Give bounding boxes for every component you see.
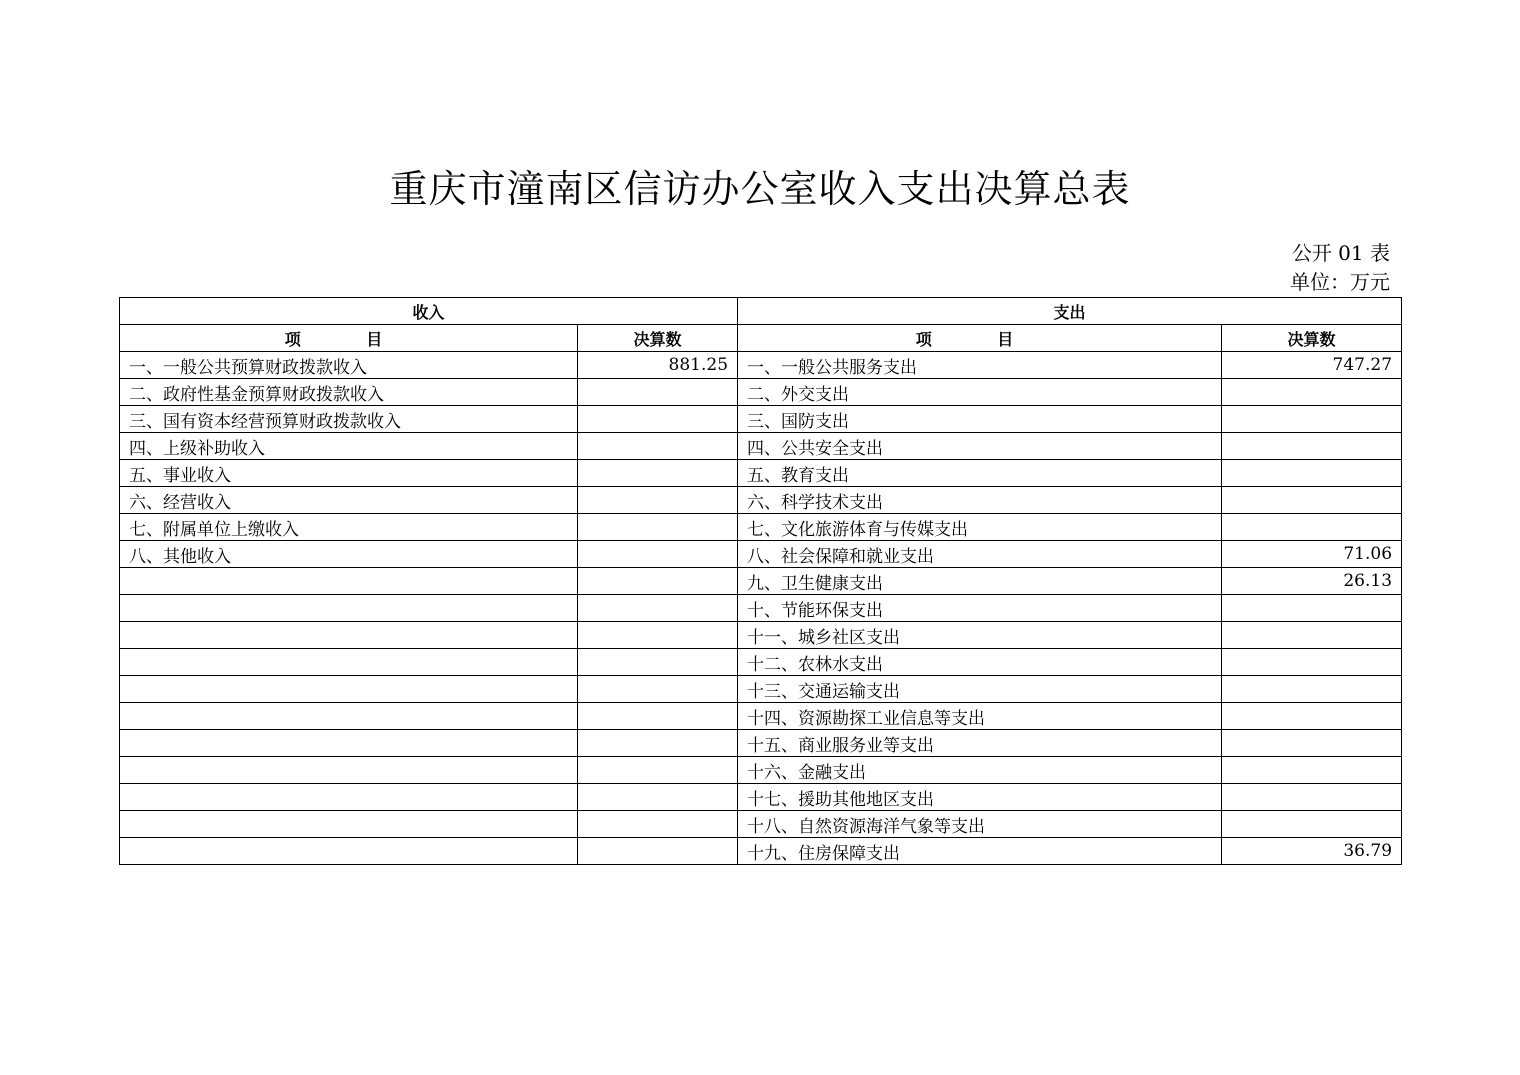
table-row	[120, 757, 1402, 784]
expense-amount-cell	[1222, 622, 1402, 649]
income-amount-cell	[578, 838, 738, 865]
income-amount-cell	[578, 379, 738, 406]
expense-item-cell: 十三、交通运输支出	[738, 676, 1222, 703]
expense-amount-cell	[1222, 676, 1402, 703]
table-body	[120, 352, 1402, 865]
expense-item-column-header: 项 目	[738, 325, 1222, 352]
table-row	[120, 352, 1402, 379]
income-amount-cell	[578, 514, 738, 541]
section-header-row	[120, 298, 1402, 325]
table-row	[120, 433, 1402, 460]
expense-item-cell: 六、科学技术支出	[738, 487, 1222, 514]
expense-item-cell: 十一、城乡社区支出	[738, 622, 1222, 649]
expense-item-cell: 七、文化旅游体育与传媒支出	[738, 514, 1222, 541]
unit-label: 单位：万元	[1290, 270, 1390, 294]
income-item-cell: 三、国有资本经营预算财政拨款收入	[120, 406, 578, 433]
income-amount-cell	[578, 595, 738, 622]
expense-amount-cell	[1222, 487, 1402, 514]
table-row	[120, 784, 1402, 811]
income-section-header: 收入	[120, 298, 738, 325]
expense-amount-cell: 26.13	[1222, 568, 1402, 595]
table-row	[120, 568, 1402, 595]
income-item-cell: 二、政府性基金预算财政拨款收入	[120, 379, 578, 406]
income-amount-cell	[578, 487, 738, 514]
expense-item-cell: 二、外交支出	[738, 379, 1222, 406]
column-header-row	[120, 325, 1402, 352]
expense-amount-cell: 36.79	[1222, 838, 1402, 865]
income-item-cell	[120, 622, 578, 649]
expense-item-cell: 十六、金融支出	[738, 757, 1222, 784]
expense-amount-cell	[1222, 811, 1402, 838]
expense-amount-cell	[1222, 406, 1402, 433]
income-item-cell	[120, 811, 578, 838]
table-row	[120, 406, 1402, 433]
income-amount-cell	[578, 406, 738, 433]
income-item-cell: 六、经营收入	[120, 487, 578, 514]
expense-section-header: 支出	[738, 298, 1402, 325]
expense-amount-cell	[1222, 703, 1402, 730]
income-amount-column-header: 决算数	[578, 325, 738, 352]
income-item-cell: 八、其他收入	[120, 541, 578, 568]
expense-item-cell: 十八、自然资源海洋气象等支出	[738, 811, 1222, 838]
income-item-cell	[120, 757, 578, 784]
income-item-cell	[120, 784, 578, 811]
income-amount-cell	[578, 460, 738, 487]
expense-amount-cell	[1222, 460, 1402, 487]
table-row	[120, 460, 1402, 487]
income-item-cell	[120, 676, 578, 703]
income-amount-cell: 881.25	[578, 352, 738, 379]
income-item-cell: 一、一般公共预算财政拨款收入	[120, 352, 578, 379]
income-amount-cell	[578, 811, 738, 838]
income-expense-table	[119, 297, 1402, 865]
expense-item-cell: 十二、农林水支出	[738, 649, 1222, 676]
expense-item-cell: 十四、资源勘探工业信息等支出	[738, 703, 1222, 730]
income-item-cell	[120, 649, 578, 676]
expense-amount-column-header: 决算数	[1222, 325, 1402, 352]
income-item-cell: 四、上级补助收入	[120, 433, 578, 460]
expense-item-cell: 十、节能环保支出	[738, 595, 1222, 622]
income-item-cell: 五、事业收入	[120, 460, 578, 487]
income-amount-cell	[578, 784, 738, 811]
table-row	[120, 703, 1402, 730]
expense-amount-cell	[1222, 757, 1402, 784]
income-item-cell	[120, 703, 578, 730]
income-amount-cell	[578, 757, 738, 784]
table-row	[120, 811, 1402, 838]
income-item-cell: 七、附属单位上缴收入	[120, 514, 578, 541]
expense-item-cell: 八、社会保障和就业支出	[738, 541, 1222, 568]
income-item-cell	[120, 730, 578, 757]
income-amount-cell	[578, 703, 738, 730]
expense-item-cell: 十五、商业服务业等支出	[738, 730, 1222, 757]
income-item-cell	[120, 568, 578, 595]
income-amount-cell	[578, 433, 738, 460]
expense-item-cell: 三、国防支出	[738, 406, 1222, 433]
expense-amount-cell	[1222, 730, 1402, 757]
income-amount-cell	[578, 622, 738, 649]
expense-item-cell: 四、公共安全支出	[738, 433, 1222, 460]
income-item-cell	[120, 838, 578, 865]
income-item-column-header: 项 目	[120, 325, 578, 352]
expense-item-cell: 十七、援助其他地区支出	[738, 784, 1222, 811]
table-row	[120, 622, 1402, 649]
table-row	[120, 541, 1402, 568]
table-row	[120, 379, 1402, 406]
expense-amount-cell	[1222, 514, 1402, 541]
income-amount-cell	[578, 541, 738, 568]
table-row	[120, 487, 1402, 514]
expense-item-cell: 五、教育支出	[738, 460, 1222, 487]
income-item-cell	[120, 595, 578, 622]
page-title: 重庆市潼南区信访办公室收入支出决算总表	[389, 167, 1131, 211]
table-row	[120, 649, 1402, 676]
table-row	[120, 676, 1402, 703]
income-amount-cell	[578, 730, 738, 757]
income-amount-cell	[578, 649, 738, 676]
expense-amount-cell	[1222, 649, 1402, 676]
table-row	[120, 514, 1402, 541]
expense-amount-cell: 747.27	[1222, 352, 1402, 379]
expense-amount-cell: 71.06	[1222, 541, 1402, 568]
expense-item-cell: 十九、住房保障支出	[738, 838, 1222, 865]
table-row	[120, 595, 1402, 622]
expense-item-cell: 一、一般公共服务支出	[738, 352, 1222, 379]
expense-amount-cell	[1222, 784, 1402, 811]
expense-amount-cell	[1222, 433, 1402, 460]
expense-item-cell: 九、卫生健康支出	[738, 568, 1222, 595]
expense-amount-cell	[1222, 595, 1402, 622]
table-row	[120, 838, 1402, 865]
expense-amount-cell	[1222, 379, 1402, 406]
form-code-label: 公开 01 表	[1291, 241, 1390, 265]
income-amount-cell	[578, 676, 738, 703]
table-row	[120, 730, 1402, 757]
income-amount-cell	[578, 568, 738, 595]
